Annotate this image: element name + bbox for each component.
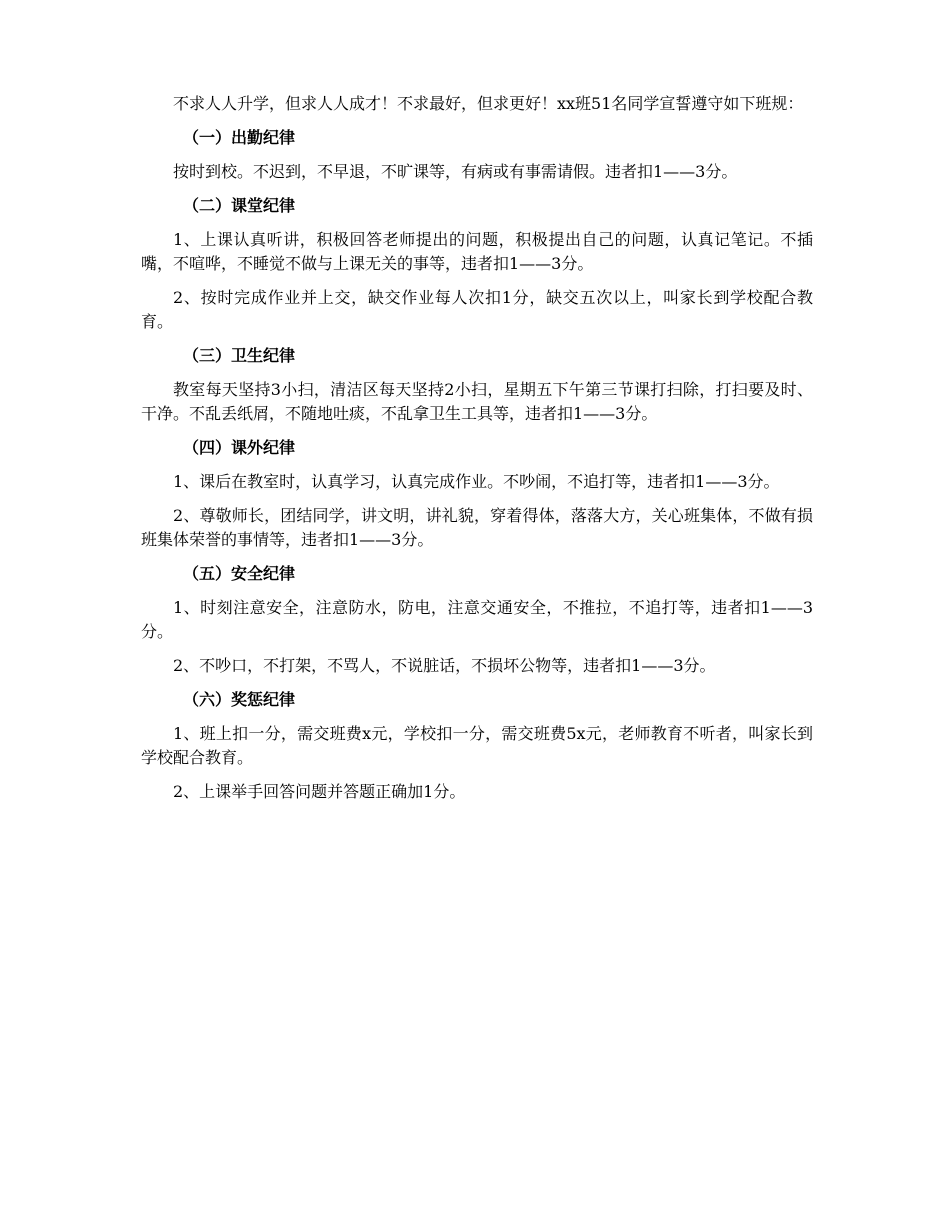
section-paragraph: 2、上课举手回答问题并答题正确加1分。 [173, 782, 466, 801]
document-page [141, 92, 813, 814]
section-paragraph: 1、课后在教室时，认真学习，认真完成作业。不吵闹，不追打等，违者扣1——3分。 [173, 472, 780, 491]
section-rewards-penalties [141, 688, 813, 804]
section-heading: （六）奖惩纪律 [183, 690, 296, 709]
section-hygiene [141, 344, 813, 426]
section-paragraph: 1、时刻注意安全，注意防水，防电，注意交通安全，不推拉，不追打等，违者扣1——3分。 [141, 598, 813, 641]
section-paragraph: 1、上课认真听讲，积极回答老师提出的问题，积极提出自己的问题，认真记笔记。不插嘴，不喧哗，不睡觉不做与上课无关的事等，违者扣1——3分。 [141, 230, 813, 273]
intro-paragraph: 不求人人升学，但求人人成才！不求最好，但求更好！xx班51名同学宣誓遵守如下班规： [173, 94, 804, 113]
section-paragraph: 教室每天坚持3小扫，清洁区每天坚持2小扫，星期五下午第三节课打扫除，打扫要及时、干净。不乱丢纸屑，不随地吐痰，不乱拿卫生工具等，违者扣1——3分。 [141, 380, 813, 423]
section-heading: （三）卫生纪律 [183, 346, 296, 365]
section-heading: （二）课堂纪律 [183, 196, 296, 215]
section-attendance [141, 126, 813, 184]
section-extracurricular [141, 436, 813, 552]
section-paragraph: 2、尊敬师长，团结同学，讲文明，讲礼貌，穿着得体，落落大方，关心班集体，不做有损班集体荣誉的事情等，违者扣1——3分。 [141, 506, 813, 549]
section-paragraph: 2、按时完成作业并上交，缺交作业每人次扣1分，缺交五次以上，叫家长到学校配合教育。 [141, 288, 813, 331]
section-paragraph: 1、班上扣一分，需交班费x元，学校扣一分，需交班费5x元，老师教育不听者，叫家长到学校配合教育。 [141, 724, 813, 767]
section-heading: （五）安全纪律 [183, 564, 296, 583]
section-safety [141, 562, 813, 678]
section-paragraph: 2、不吵口，不打架，不骂人，不说脏话，不损坏公物等，违者扣1——3分。 [173, 656, 716, 675]
section-heading: （一）出勤纪律 [183, 128, 296, 147]
section-classroom [141, 194, 813, 334]
section-heading: （四）课外纪律 [183, 438, 296, 457]
section-paragraph: 按时到校。不迟到，不早退，不旷课等，有病或有事需请假。违者扣1——3分。 [173, 162, 738, 181]
